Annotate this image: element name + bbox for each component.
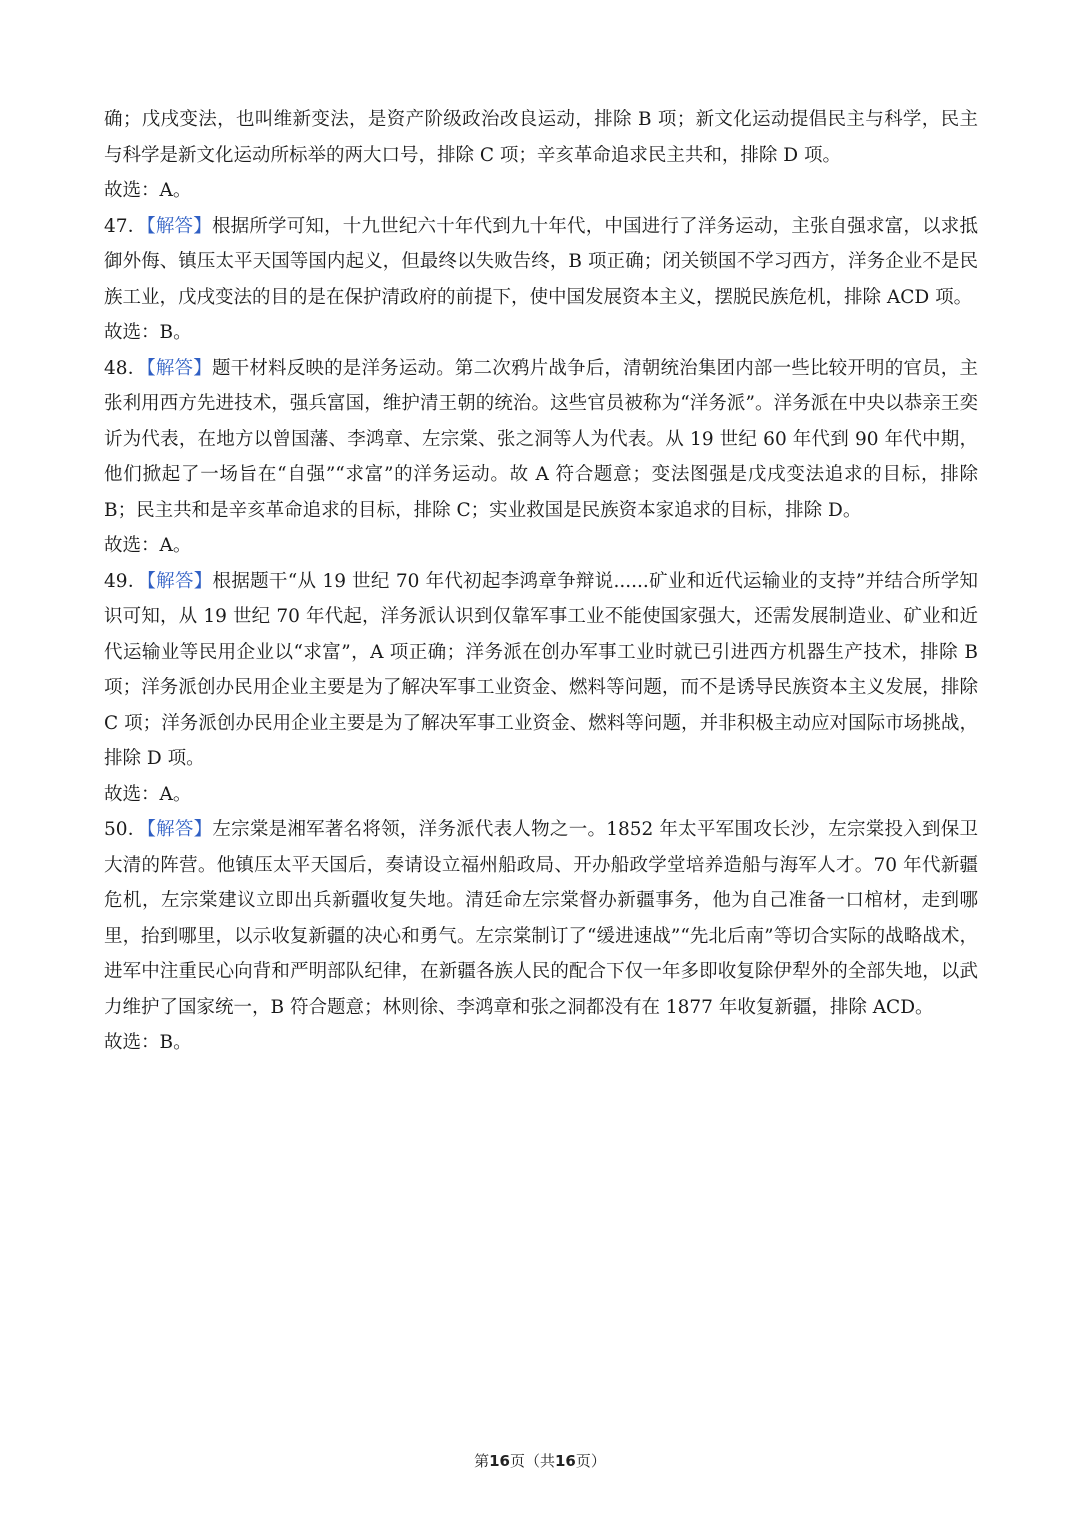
answer-47-choice: 故选：B。: [104, 322, 192, 343]
answer-document: [104, 102, 978, 1061]
answer-50-text: [104, 812, 978, 1025]
intro-text: 确；戊戌变法，也叫维新变法，是资产阶级政治改良运动，排除 B 项；新文化运动提倡民主与科学，民主与科学是新文化运动所标举的两大口号，排除 C 项；辛亥革命追求民主共和，排除 D 项。: [104, 109, 978, 166]
current-page-number: 16: [489, 1452, 510, 1470]
footer-suffix: 页）: [575, 1452, 606, 1470]
footer-prefix: 第: [474, 1452, 490, 1470]
answer-47-text: [104, 209, 978, 316]
answer-explanation: 根据题干“从 19 世纪 70 年代初起李鸿章争辩说......矿业和近代运输业的支持”并结合所学知识可知，从 19 世纪 70 年代起，洋务派认识到仅靠军事工业不能使国家强大，还需发展制造业、矿业和近代运输业等民用企业以“求富”，A 项正确；洋务派在创办军事工业时就已引进西方机器生产技术，排除 B 项；洋务派创办民用企业主要是为了解决军事工业资金、燃料等问题，而不是诱导民族资本主义发展，排除 C 项；洋务派创办民用企业主要是为了解决军事工业资金、燃料等问题，并非积极主动应对国际市场挑战，排除 D 项。: [104, 570, 978, 769]
intro-answer: 故选：A。: [104, 180, 192, 201]
solution-tag: 【解答】: [146, 215, 212, 237]
footer-middle: 页（共: [509, 1452, 555, 1470]
solution-tag: 【解答】: [146, 570, 213, 592]
question-number: 49．: [104, 570, 147, 592]
answer-explanation: 题干材料反映的是洋务运动。第二次鸦片战争后，清朝统治集团内部一些比较开明的官员，主张利用西方先进技术，强兵富国，维护清王朝的统治。这些官员被称为“洋务派”。洋务派在中央以恭亲王奕䜣为代表，在地方以曾国藩、李鸿章、左宗棠、张之洞等人为代表。从 19 世纪 60 年代到 90 年代中期，他们掀起了一场旨在“自强”“求富”的洋务运动。故 A 符合题意；变法图强是戊戌变法追求的目标，排除 B；民主共和是辛亥革命追求的目标，排除 C；实业救国是民族资本家追求的目标，排除 D。: [104, 357, 978, 521]
question-number: 50．: [104, 819, 147, 840]
answer-48-text: [104, 351, 978, 529]
question-number: 48．: [104, 357, 147, 379]
question-number: 47．: [104, 215, 147, 237]
answer-48-choice: 故选：A。: [104, 535, 192, 556]
answer-50-choice: 故选：B。: [104, 1032, 192, 1053]
answer-49-choice: 故选：A。: [104, 783, 192, 805]
answer-explanation: 左宗棠是湘军著名将领，洋务派代表人物之一。1852 年太平军围攻长沙，左宗棠投入到保卫大清的阵营。他镇压太平天国后，奏请设立福州船政局、开办船政学堂培养造船与海军人才。70 年代新疆危机，左宗棠建议立即出兵新疆收复失地。清廷命左宗棠督办新疆事务，他为自己准备一口棺材，走到哪里，抬到哪里，以示收复新疆的决心和勇气。左宗棠制订了“缓进速战”“先北后南”等切合实际的战略战术，进军中注重民心向背和严明部队纪律，在新疆各族人民的配合下仅一年多即收复除伊犁外的全部失地，以武力维护了国家统一，B 符合题意；林则徐、李鸿章和张之洞都没有在 1877 年收复新疆，排除 ACD。: [104, 819, 978, 1018]
solution-tag: 【解答】: [146, 357, 212, 379]
answer-49-text: [104, 564, 978, 777]
page-footer: [0, 1450, 1080, 1471]
solution-tag: 【解答】: [146, 819, 213, 840]
total-page-number: 16: [555, 1452, 576, 1470]
answer-explanation: 根据所学可知，十九世纪六十年代到九十年代，中国进行了洋务运动，主张自强求富，以求抵御外侮、镇压太平天国等国内起义，但最终以失败告终，B 项正确；闭关锁国不学习西方，洋务企业不是民族工业，戊戌变法的目的是在保护清政府的前提下，使中国发展资本主义，摆脱民族危机，排除 ACD 项。: [104, 215, 978, 308]
